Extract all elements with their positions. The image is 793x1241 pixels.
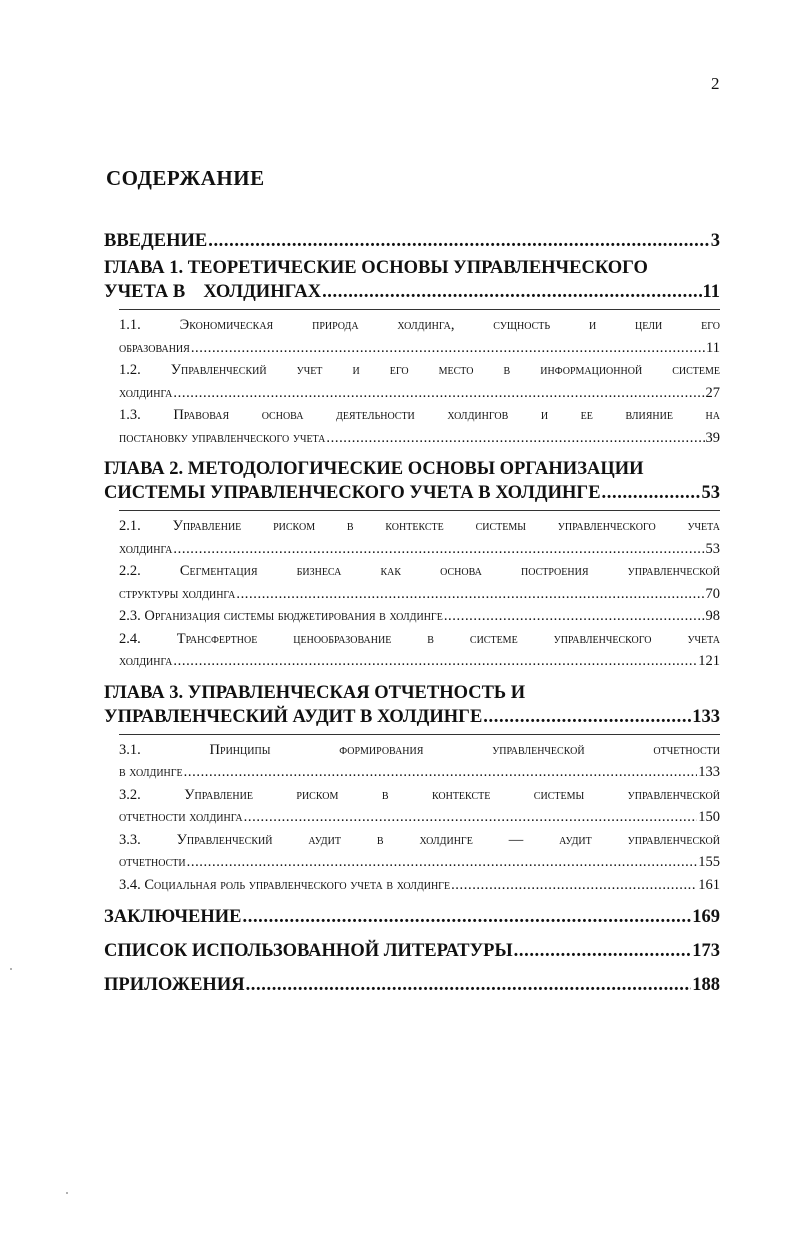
dot-leader (244, 806, 698, 829)
dot-leader (236, 583, 704, 606)
toc-entry-section-2-4[interactable] (119, 628, 720, 673)
chapter-1-block (104, 256, 720, 449)
toc-entry-appendices[interactable] (104, 972, 720, 998)
toc-entry-chapter-3[interactable] (104, 681, 720, 729)
dot-leader (184, 761, 698, 784)
section-title-line2: холдинга (119, 653, 173, 669)
chapter-2-sections (119, 510, 720, 673)
chapter-3-sections (119, 734, 720, 897)
section-title-line1: 2.2. Сегментация бизнеса как основа построения управленческой (119, 563, 720, 579)
table-of-contents (104, 228, 720, 1000)
page-title: СОДЕРЖАНИЕ (106, 166, 265, 190)
dot-leader (326, 427, 704, 450)
section-title-line2: отчетности холдинга (119, 809, 243, 825)
section-title-line2: постановку управленческого учета (119, 429, 326, 446)
chapter-2-block (104, 457, 720, 673)
chapter-title-line1: ГЛАВА 3. УПРАВЛЕНЧЕСКАЯ ОТЧЕТНОСТЬ И (104, 682, 526, 703)
toc-entry-section-1-3[interactable] (119, 404, 720, 449)
section-title-line2: в холдинге (119, 764, 183, 780)
toc-entry-section-1-1[interactable] (119, 314, 720, 359)
dot-leader (173, 538, 704, 561)
chapter-title-line2: СИСТЕМЫ УПРАВЛЕНЧЕСКОГО УЧЕТА В ХОЛДИНГЕ (104, 483, 601, 503)
toc-entry-section-3-2[interactable] (119, 784, 720, 829)
dot-leader (444, 605, 705, 628)
section-title-line2: отчетности (119, 854, 186, 870)
section-title-line2: холдинга (119, 384, 173, 401)
dot-leader (173, 650, 697, 673)
toc-entry-page: 169 (692, 907, 720, 927)
toc-entry-section-3-1[interactable] (119, 739, 720, 784)
section-title-line1: 3.1. Принципы формирования управленческой отчетности (119, 741, 720, 758)
section-title: 2.3. Организация системы бюджетирования в холдинге (119, 608, 443, 624)
dot-leader (514, 938, 692, 964)
section-title-line1: 2.4. Трансфертное ценообразование в системе управленческого учета (119, 630, 720, 647)
toc-entry-page: 150 (698, 809, 720, 825)
scan-speck (10, 968, 12, 970)
toc-entry-page: 173 (692, 941, 720, 961)
toc-entry-chapter-1[interactable] (104, 256, 720, 304)
toc-entry-page: 188 (692, 975, 720, 995)
chapter-title-line2a: УЧЕТА В (104, 282, 186, 302)
toc-entry-section-2-2[interactable] (119, 560, 720, 605)
toc-entry-page: 39 (705, 429, 720, 446)
chapter-title-line1: ГЛАВА 2. МЕТОДОЛОГИЧЕСКИЕ ОСНОВЫ ОРГАНИЗАЦИИ (104, 459, 644, 479)
toc-entry-page: 98 (705, 608, 720, 624)
toc-entry-label: ПРИЛОЖЕНИЯ (104, 975, 245, 995)
toc-entry-label: ВВЕДЕНИЕ (104, 231, 208, 251)
section-title-line2: образования (119, 339, 190, 356)
chapter-title-line2b: ХОЛДИНГАХ (203, 282, 322, 302)
chapter-title-line2: УПРАВЛЕНЧЕСКИЙ АУДИТ В ХОЛДИНГЕ (104, 706, 483, 727)
toc-entry-page: 53 (701, 483, 720, 503)
toc-entry-section-2-1[interactable] (119, 515, 720, 560)
toc-entry-page: 27 (705, 384, 720, 401)
dot-leader (246, 972, 692, 998)
toc-entry-page: 161 (698, 876, 720, 893)
scan-speck (66, 1192, 68, 1194)
toc-entry-page: 11 (702, 282, 720, 302)
section-title-line2: структуры холдинга (119, 585, 236, 602)
section-title: 3.4. Социальная роль управленческого учета в холдинге (119, 876, 451, 893)
chapter-3-block (104, 681, 720, 897)
toc-entry-page: 70 (705, 585, 720, 602)
toc-entry-intro[interactable] (104, 228, 720, 254)
page-number: 2 (711, 74, 720, 93)
section-title-line1: 1.2. Управленческий учет и его место в информационной системе (119, 362, 720, 378)
toc-entry-bibliography[interactable] (104, 938, 720, 964)
toc-entry-conclusion[interactable] (104, 904, 720, 930)
toc-entry-page: 133 (698, 764, 720, 780)
toc-entry-section-2-3[interactable] (119, 605, 720, 628)
dot-leader (483, 705, 691, 729)
dot-leader (173, 382, 704, 405)
toc-entry-page: 121 (698, 653, 720, 669)
toc-entry-page: 11 (706, 339, 720, 356)
toc-entry-label: ЗАКЛЮЧЕНИЕ (104, 907, 242, 927)
section-title-line2: холдинга (119, 540, 173, 557)
dot-leader (208, 228, 710, 254)
toc-entry-section-3-3[interactable] (119, 829, 720, 874)
section-title-line1: 3.2. Управление риском в контексте системы управленческой (119, 786, 720, 803)
section-title-line1: 3.3. Управленческий аудит в холдинге — аудит управленческой (119, 831, 720, 848)
chapter-title-line1: ГЛАВА 1. ТЕОРЕТИЧЕСКИЕ ОСНОВЫ УПРАВЛЕНЧЕСКОГО (104, 258, 648, 278)
toc-entry-page: 53 (705, 540, 720, 557)
toc-entry-section-3-4[interactable] (119, 874, 720, 897)
section-title-line1: 2.1. Управление риском в контексте системы управленческого учета (119, 518, 720, 534)
dot-leader (451, 874, 697, 897)
toc-entry-page: 155 (698, 854, 720, 870)
section-title-line1: 1.1. Экономическая природа холдинга, сущность и цели его (119, 317, 720, 333)
dot-leader (243, 904, 692, 930)
toc-entry-label: СПИСОК ИСПОЛЬЗОВАННОЙ ЛИТЕРАТУРЫ (104, 941, 513, 961)
chapter-1-sections (119, 309, 720, 449)
toc-entry-section-1-2[interactable] (119, 359, 720, 404)
dot-leader (191, 337, 705, 360)
dot-leader (187, 851, 698, 874)
dot-leader (322, 280, 701, 304)
toc-entry-page: 3 (710, 231, 720, 251)
section-title-line1: 1.3. Правовая основа деятельности холдингов и ее влияние на (119, 407, 720, 423)
toc-entry-chapter-2[interactable] (104, 457, 720, 505)
toc-entry-page: 133 (692, 706, 720, 727)
dot-leader (602, 481, 701, 505)
